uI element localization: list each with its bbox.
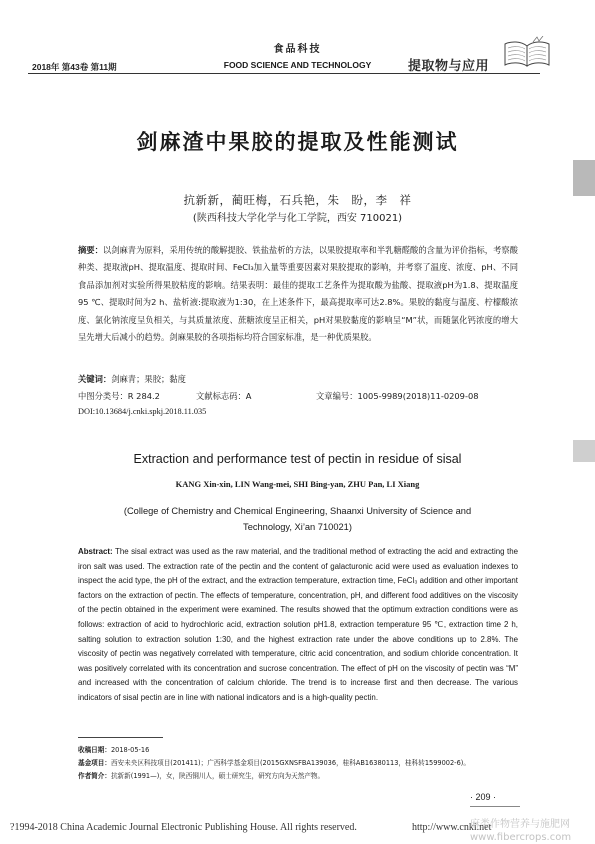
article-number: 文章编号：1005-9989(2018)11-0209-08	[316, 391, 479, 401]
section-name: 提取物与应用	[408, 59, 490, 74]
abstract-en-text: The sisal extract was used as the raw material, and the traditional method of extracting the acid and extracting the iron salt was used. The extraction rate of the pectin and the content of galacturonic acid were used as evaluation indexes to inspect the acid type, the pH of the extract, and the extraction temperature, extraction time, FeCl₃ addition and other important factors on the extraction of pectin. The effects of temperature, concentration, pH, and different food additives on the viscosity of the pectin obtained in the experiment were examined. The results showed that the optimum extraction conditions were as follows: extraction of acid to hydrochloric acid, extraction solution pH1.8, extraction temperature 95 ℃, extraction time 2 h, salting solution to extraction solution 1:30, and the highest extraction rate under the above conditions up to 2.8%. The viscosity of pectin was negatively correlated with temperature, citric acid concentration, and sodium chloride concentration. It was positively correlated with its concentration and sucrose concentration. The effect of pH on the viscosity of pectin was “M” and increased with the concentration of calcium chloride. The trend is to increase first and then decrease. The various indicators of sisal pectin are in line with national indicators and is a high-quality pectin.	[78, 547, 518, 702]
article-title-en: Extraction and performance test of pectin in residue of sisal	[133, 452, 462, 466]
journal-name-cn: 食品科技	[273, 44, 322, 55]
open-book-icon	[503, 36, 551, 70]
issue-info: 2018年 第43卷 第11期	[32, 62, 117, 72]
header-rule	[28, 73, 540, 74]
footnote-label: 收稿日期：	[78, 746, 111, 754]
abstract-cn-text: 以剑麻青为原料，采用传统的酸解提胶、铁盐盐析的方法，以果胶提取率和半乳糖醛酸的含量为评价指标，考察酸种类、提取液pH、提取温度、提取时间、FeCl₃加入量等重要因素对果胶提取的影响，并考察了温度、浓度、pH、不同食品添加剂对实验所得果胶粘度的影响。结果表明：最佳的提取工艺条件为提取酸为盐酸、提取液pH为1.8、提取温度95 ℃、提取时间为2 h、盐析液:提取液为1:30，在上述条件下，最高提取率可达2.8%。果胶的黏度与温度、柠檬酸浓度、氯化钠浓度呈负相关，与其质量浓度、蔗糖浓度呈正相关，pH对果胶黏度的影响呈“M”状，而随氯化钙浓度的增大呈先增大后减小的趋势。剑麻果胶的各项指标均符合国家标准，是一种优质果胶。	[78, 245, 518, 343]
keywords-cn-label: 关键词：	[78, 374, 112, 384]
page-number-rule	[470, 806, 520, 807]
abstract-cn-label: 摘要：	[78, 245, 103, 255]
footnote-text: 西安未央区科技项目(201411)；广西科学基金项目(2015GXNSFBA139036，桂科AB16380113，桂科转1599002-6)。	[110, 759, 470, 767]
classification-line	[78, 390, 518, 402]
clc-number: 中图分类号：R 284.2	[78, 391, 160, 401]
keywords-cn-text: 剑麻青；果胶；黏度	[111, 374, 186, 384]
footnote-label: 作者简介：	[78, 772, 111, 780]
abstract-en	[78, 545, 518, 706]
article-title-cn: 剑麻渣中果胶的提取及性能测试	[136, 130, 459, 154]
document-code: 文献标志码：A	[196, 391, 252, 401]
page-number: · 209 ·	[470, 792, 497, 802]
copyright-line: ?1994-2018 China Academic Journal Electronic Publishing House. All rights reserved.	[10, 822, 357, 833]
affiliation-en: (College of Chemistry and Chemical Engineering, Shaanxi University of Science and Technology, Xi’an 710021)	[123, 506, 472, 532]
footnote-text: 2018-05-16	[110, 746, 150, 754]
footnote-rule	[78, 737, 163, 738]
footnote-text: 抗新新(1991—)，女，陕西铜川人，硕士研究生，研究方向为天然产物。	[110, 772, 325, 780]
affiliation-cn: (陕西科技大学化学与化工学院，西安 710021)	[192, 213, 403, 224]
watermark-line1: 麻类作物营养与施肥网	[470, 819, 570, 830]
side-tab-marker	[573, 160, 595, 196]
footnote-author-bio	[78, 770, 518, 783]
journal-name-en: FOOD SCIENCE AND TECHNOLOGY	[223, 60, 372, 70]
watermark	[470, 818, 571, 844]
abstract-cn	[78, 242, 518, 346]
authors-en: KANG Xin-xin, LIN Wang-mei, SHI Bing-yan, ZHU Pan, LI Xiang	[175, 479, 420, 489]
abstract-en-label: Abstract:	[78, 547, 113, 556]
authors-cn: 抗新新，蔺旺梅，石兵艳，朱 盼，李 祥	[183, 193, 412, 207]
site-url: http://www.cnki.net	[412, 822, 492, 833]
footnote-funding	[78, 757, 518, 770]
watermark-line2: www.fibercrops.com	[470, 832, 572, 843]
footnote-label: 基金项目：	[78, 759, 111, 767]
footnote-received	[78, 744, 518, 757]
keywords-cn	[78, 373, 186, 385]
doi: DOI:10.13684/j.cnki.spkj.2018.11.035	[78, 407, 207, 416]
